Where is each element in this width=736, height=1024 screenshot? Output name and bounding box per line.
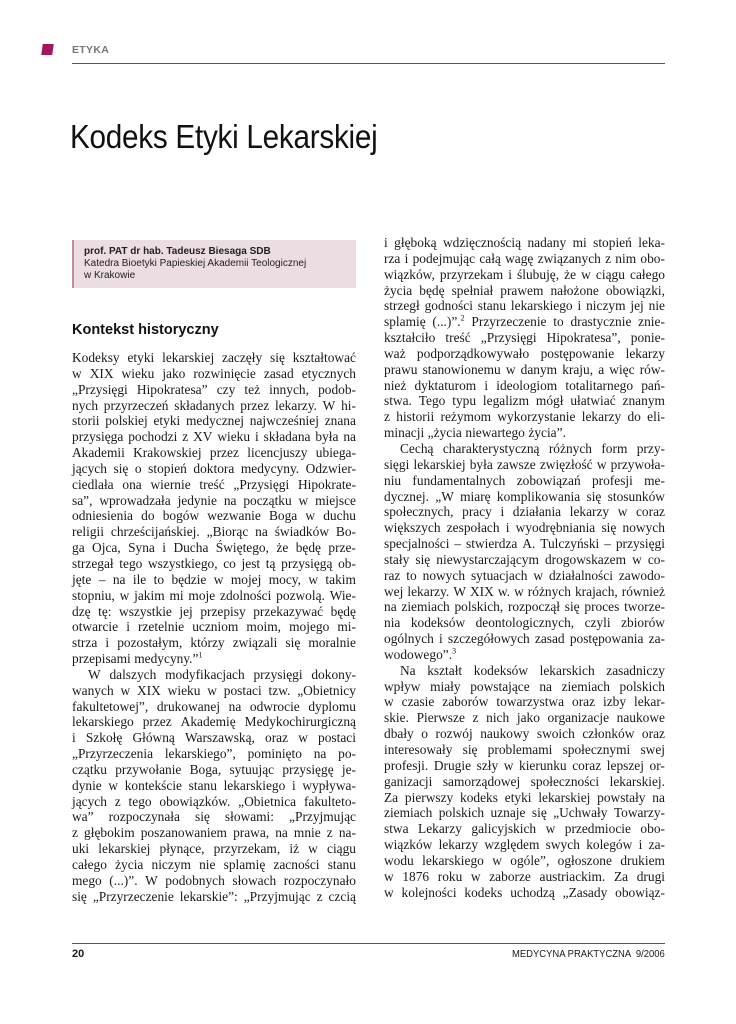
text-line: W dalszych modyfikacjach przysięgi dokony-: [88, 666, 356, 682]
text-line: wanych w XIX wieku w postaci tzw. „Obietnicy: [72, 682, 356, 698]
text-line: minacji „życia niewartego życia”.: [384, 425, 566, 441]
text-line: niu fundamentalnych zobowiązań profesji me-: [384, 472, 665, 488]
text-line: strzegał tego wszystkiego, co jest tą przysięgą ob-: [72, 555, 356, 571]
author-box: [72, 240, 356, 288]
text-line: strza i pozostałym, którzy związali się moralnie: [72, 635, 356, 651]
text-line: i Szkołę Główną Warszawską, oraz w postaci: [72, 730, 356, 746]
section-marker: [41, 44, 54, 55]
text-line: dbały o rozwój naukowy swoich członków oraz: [384, 726, 665, 742]
text-line: i głęboką wdzięcznością nadany mi stopień leka-: [384, 235, 665, 250]
text-line: lekarskiego przez Akademię Medykochirurgiczną: [72, 714, 356, 730]
text-line: z historii reżymom wykorzystanie lekarzy do eli-: [384, 409, 665, 425]
text-line: sięgi lekarskiej była zawsze zwięzłość w przywoła-: [384, 456, 665, 472]
text-line: stały się niewystarczającym drogowskazem w co-: [384, 551, 665, 567]
text-line: wej lekarzy. W XIX w. w różnych krajach, również: [384, 583, 665, 599]
text-line: Za pierwszy kodeks etyki lekarskiej powstały na: [384, 789, 665, 805]
text-line: mego (...)”. W podobnych słowach rozpoczynało: [72, 872, 356, 888]
text-line: stopniu, w jakim mi moje zdolności pozwolą. Wie-: [72, 587, 356, 603]
right-column: [384, 235, 665, 900]
text-line: nia kodeksów deontologicznych, czyli zbiorów: [384, 615, 665, 631]
text-line: z głębokim poszanowaniem prawa, na mnie z na-: [72, 825, 356, 841]
text-line: odniesienia do bogów wezwanie Boga w duchu: [72, 508, 356, 524]
text-line: Akademii Krakowskiej przez licencjuszy ubiega-: [72, 445, 356, 461]
text-line: większych zespołach i wyodrębniania się nowych: [384, 520, 665, 536]
text-line: „Przysięgi Hipokratesa” czy też innych, podob-: [72, 381, 356, 397]
text-line: wpływ miały powstające na ziemiach polskich: [384, 678, 665, 694]
author-affiliation-city: w Krakowie: [84, 270, 136, 281]
text-line: specjalności – stwierdza A. Tulczyński – przysięgi: [384, 536, 665, 552]
text-line: dzę tę: wszystkie jej przepisy przekazywać będę: [72, 603, 356, 619]
footer-rule: [72, 943, 665, 944]
text-line: raz to nowych sytuacjach w działalności zawodo-: [384, 567, 665, 583]
text-line: wodu lekarskiego w ogóle”, ogłoszone drukiem: [384, 852, 665, 868]
text-line: otwarcie i rzetelnie uczniom moim, mojego mi-: [72, 619, 356, 635]
text-line: skie. Pierwsze z nich jako organizacje naukowe: [384, 710, 665, 726]
text-line: ogólnych i szczegółowych zasad postępowania za-: [384, 631, 665, 647]
left-column: [72, 350, 356, 905]
text-line: przepisami medycyny.”$^1$: [72, 650, 203, 667]
text-line: splamię (...)”.$^2$ Przyrzeczenie to drastycznie znie-: [384, 313, 665, 330]
text-line: społecznych, pracy i działania lekarzy w coraz: [384, 504, 665, 520]
text-line: ziemiach polskich uznaje się „Uchwały Towarzy-: [384, 805, 665, 821]
text-line: rza i podejmując całą wagę związanych z nim obo-: [384, 250, 665, 266]
text-line: nież dyktaturom i ideologiom totalitarnego pań-: [384, 377, 665, 393]
text-line: waż podporządkowywało postępowanie lekarzy: [384, 345, 665, 361]
text-line: w XIX wieku jako rozwinięcie zasad etycznych: [72, 365, 356, 381]
text-line: religii chrześcijańskiej. „Biorąc na świadków Bo-: [72, 524, 356, 540]
paragraph: [384, 441, 665, 663]
text-line: nych przyrzeczeń składanych przez lekarzy. W hi-: [72, 397, 356, 413]
author-name: prof. PAT dr hab. Tadeusz Biesaga SDB: [84, 246, 271, 257]
text-line: ga Ojca, Syna i Ducha Świętego, że będę prze-: [72, 540, 356, 556]
section-label: ETYKA: [72, 44, 110, 56]
text-line: kształciło treść „Przysięgi Hipokratesa”, ponie-: [384, 330, 665, 346]
text-line: wodowego”.$^3$: [384, 646, 457, 662]
text-line: uki lekarskiej płynące, przyrzekam, iż w ciągu: [72, 841, 356, 857]
article-title: Kodeks Etyki Lekarskiej: [70, 118, 378, 155]
text-line: strzegł godności stanu lekarskiego i niczym jej nie: [384, 298, 665, 314]
text-line: dycznej. „W miarę komplikowania się stosunków: [384, 488, 665, 504]
paragraph: [72, 667, 356, 905]
text-line: fakultetowej”, drukowanej na odwrocie dyplomu: [72, 698, 356, 714]
text-line: w 1876 roku w zaborze austriackim. Za drugi: [384, 868, 665, 884]
paragraph: [72, 350, 356, 667]
text-line: jących się o stopień doktora medycyny. Odzwier-: [72, 460, 356, 476]
text-line: stwa Lekarzy galicyjskich w przedmiocie obo-: [384, 821, 665, 837]
paragraph: [384, 235, 665, 441]
text-line: się „Przyrzeczenie lekarskie”: „Przyjmując z czcią: [72, 888, 356, 904]
page-number: 20: [72, 948, 85, 960]
text-line: jących z tego obowiązków. „Obietnica fakulteto-: [72, 793, 356, 809]
text-line: prawu stanowionemu w danym kraju, a więc rów-: [384, 361, 665, 377]
header-rule: [72, 63, 665, 64]
author-affiliation: Katedra Bioetyki Papieskiej Akademii Teologicznej: [84, 258, 307, 269]
text-line: na ziemiach polskich, rozpoczął się proces tworze-: [384, 599, 665, 615]
text-line: Cechą charakterystyczną różnych form przy-: [400, 440, 665, 456]
text-line: ganizacji samorządowej społeczności lekarskiej.: [384, 773, 665, 789]
text-line: jęte – na ile to będzie w mojej mocy, w takim: [72, 571, 356, 587]
text-line: wa” rozpoczynała się słowami: „Przyjmując: [72, 809, 356, 825]
journal-issue: MEDYCYNA PRAKTYCZNA 9/2006: [512, 948, 665, 960]
text-line: Na kształt kodeksów lekarskich zasadniczy: [400, 662, 665, 678]
text-line: w kolejności kodeks uchodzą „Zasady obowiąz-: [384, 884, 665, 900]
text-line: sa”, wprowadzała jedynie na początku w miejsce: [72, 492, 356, 508]
section-heading: Kontekst historyczny: [72, 322, 219, 338]
text-line: czątku przywołanie Boga, sytuując przysięgę je-: [72, 761, 356, 777]
text-line: stwa. Tego typu legalizm mógł ułatwiać znanym: [384, 393, 665, 409]
text-line: „Przyrzeczenia lekarskiego”, pominięto na po-: [72, 746, 356, 762]
text-line: całego życia niczym nie splamię zacności stanu: [72, 857, 356, 872]
paragraph: [384, 663, 665, 901]
text-line: w czasie zaborów towarzystwa oraz izby lekar-: [384, 694, 665, 710]
text-line: wiązków, przyrzekam i ślubuję, że w ciągu całego: [384, 266, 665, 282]
text-line: wiązków lekarzy względem swych kolegów i za-: [384, 837, 665, 853]
text-line: życia będę spełniał prawem nałożone obowiązki,: [384, 282, 665, 298]
text-line: ciedlała ona wiernie treść „Przysięgi Hipokrate-: [72, 476, 356, 492]
text-line: dynie w kontekście stanu lekarskiego i wypływa-: [72, 777, 356, 793]
text-line: profesji. Drugie szły w kierunku coraz lepszej or-: [384, 757, 665, 773]
text-line: przysięga pochodzi z XV wieku i składana była na: [72, 429, 356, 445]
text-line: interesowały się problemami społecznymi swej: [384, 742, 665, 757]
text-line: storii polskiej etyki medycznej najwcześniej znana: [72, 413, 356, 429]
text-line: Kodeksy etyki lekarskiej zaczęły się kształtować: [72, 350, 356, 365]
